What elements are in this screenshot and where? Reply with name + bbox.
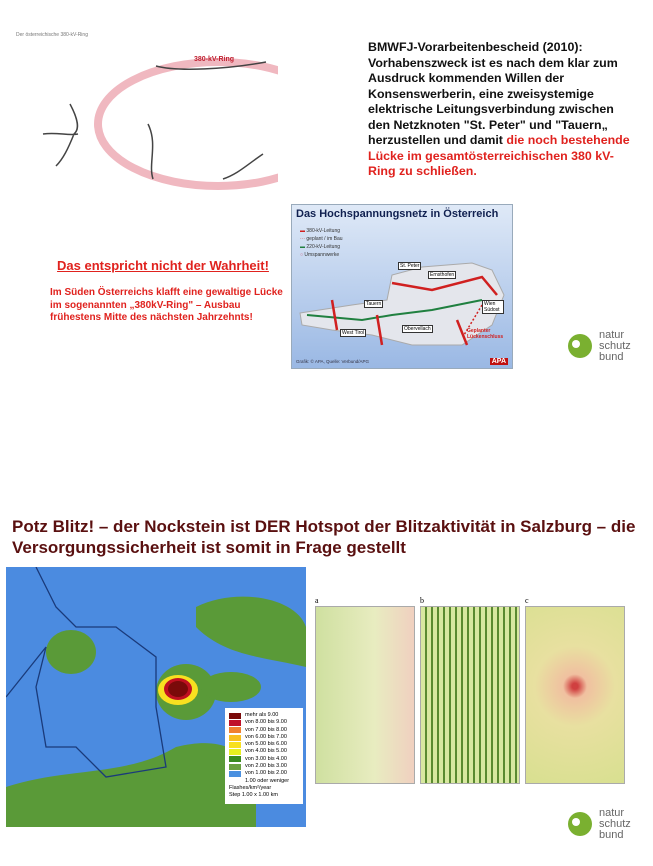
label-st-peter: St. Peter: [400, 263, 420, 269]
legend-item: [229, 756, 299, 763]
naturschutzbund-logo-bottom: natur schutz bund: [565, 808, 645, 848]
claim-box: [38, 258, 288, 325]
legend-swatch: [229, 764, 241, 770]
legend-label: von 7.00 bis 8.00: [245, 726, 287, 733]
legend-label: von 8.00 bis 9.00: [245, 719, 287, 726]
label-wien-suedost: Wien Südost: [482, 300, 504, 314]
naturschutzbund-logo: natur schutz bund: [565, 330, 645, 370]
legend-label: von 5.00 bis 6.00: [245, 741, 287, 748]
grid-map-title: Das Hochspannungsnetz in Österreich: [296, 208, 499, 220]
legend-item: [229, 719, 299, 726]
legend-item: [229, 741, 299, 748]
label-ernsthofen: Ernsthofen: [430, 272, 455, 278]
legend-label: mehr als 9.00: [245, 712, 279, 718]
legend-substations: ○ Umspannwerke: [300, 252, 340, 258]
legend-step: Step 1.00 x 1.00 km: [229, 792, 278, 799]
legend-extra: 1.00 oder weniger: [245, 777, 290, 784]
claim-text: Im Süden Österreichs klafft eine gewaltige Lücke im sogenannten „380kV-Ring" – Ausbau frühestens Mitte des nächsten Jahrzehnts!: [50, 287, 283, 323]
panel-a: a: [315, 606, 415, 784]
legend-label: von 2.00 bis 3.00: [245, 763, 287, 770]
legend-swatch: [229, 720, 241, 726]
legend-planned: ⋯ geplant / im Bau: [300, 236, 343, 242]
legend-item: [229, 727, 299, 734]
label-planned-gap: Geplanter Lückenschluss: [467, 328, 504, 340]
legend-label: von 4.00 bis 5.00: [245, 748, 287, 755]
label-tauern: Tauern: [366, 301, 382, 307]
legend-swatch: [229, 727, 241, 733]
label-obervellach: Obervellach: [404, 326, 431, 332]
legend-swatch: [229, 749, 241, 755]
legend-item: [229, 734, 299, 741]
grid-map: [291, 204, 513, 369]
austria-grid-map: [292, 205, 514, 370]
decision-quote: [368, 40, 638, 180]
panel-b: b: [420, 606, 520, 784]
map-source: Grafik: © APA, Quelle: Verbund/APG: [296, 359, 370, 364]
legend-swatch: [229, 742, 241, 748]
headline: Potz Blitz! – der Nockstein ist DER Hotspot der Blitzaktivität in Salzburg – die Versorgungssicherheit ist somit in Frage gestellt: [12, 517, 636, 557]
ring-label: 380-kV-Ring: [194, 56, 235, 63]
legend-item: [229, 712, 299, 719]
legend-220kv: ▬ 220-kV-Leitung: [300, 244, 341, 250]
apa-logo: APA: [491, 358, 506, 365]
claim-title: Das entspricht nicht der Wahrheit!: [57, 258, 269, 273]
legend-380kv: ▬ 380-kV-Leitung: [300, 228, 341, 234]
legend-unit: Flashes/km²/year: [229, 784, 272, 791]
legend-swatch: [229, 735, 241, 741]
legend-swatch: [229, 771, 241, 777]
legend-label: von 6.00 bis 7.00: [245, 733, 287, 740]
ring-map: [8, 24, 278, 194]
legend-swatch: [229, 756, 241, 762]
panel-c: c: [525, 606, 625, 784]
ring-illustration: [8, 24, 278, 194]
quote-heading: BMWFJ-Vorarbeitenbescheid (2010):: [368, 40, 583, 54]
ring-map-title: Der österreichische 380-kV-Ring: [16, 32, 88, 38]
quote-highlight: die noch bestehende Lücke im gesamtösterreichischen 380 kV-Ring zu schließen.: [368, 133, 630, 178]
legend-swatch: [229, 713, 241, 719]
label-west-tirol: West Tirol: [342, 330, 365, 336]
legend-label: von 1.00 bis 2.00: [245, 770, 287, 777]
salamander-icon: [565, 808, 597, 840]
lightning-legend: [225, 708, 303, 804]
legend-item: [229, 770, 299, 777]
quote-body: Vorhabenszweck ist es nach dem klar zum Ausdruck kommenden Willen der Konsenswerberin, eine zweisystemige elektrische Leitungsverbindung zwischen den Netzknoten "St. Peter" und "Tauern„ herzustellen und damit: [368, 55, 618, 147]
legend-item: [229, 763, 299, 770]
legend-item: [229, 748, 299, 755]
legend-label: von 3.00 bis 4.00: [245, 755, 287, 762]
salamander-icon: [565, 330, 597, 362]
